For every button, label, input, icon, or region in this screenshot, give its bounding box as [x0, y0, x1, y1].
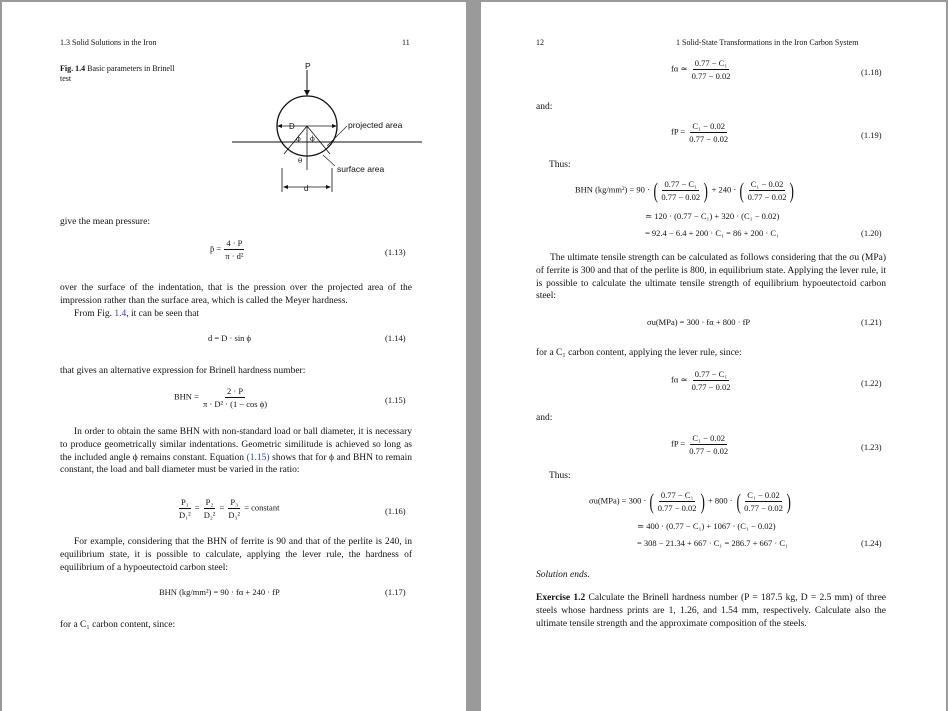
right-page [481, 2, 946, 711]
equation-number: (1.20) [861, 228, 882, 238]
equation-number: (1.22) [861, 378, 882, 388]
surface-area-leader [323, 155, 335, 166]
paragraph-mean-pressure: give the mean pressure: [60, 217, 150, 227]
load-arrowhead [304, 90, 310, 96]
load-label: P [305, 61, 311, 71]
equation-1-24-line-1: σu(MPa) = 300 · ( $\frac{\text{0.77 − C₁}}{0.77 - 0.02}$ ) + 800 · ( $\frac{\text{C₁ − 0.02}}{0.77 - 0.02}$ ) [589, 488, 791, 514]
running-header: 1.3 Solid Solutions in the Iron [60, 38, 157, 47]
equation-number: (1.21) [861, 317, 882, 327]
equation-1-18: fα ≃ $\frac{\text{0.77 − C₁}}{0.77 - 0.02}$ [671, 58, 731, 81]
paragraph-lever-rule: for a C₁ carbon content, applying the lever rule, since: [536, 348, 742, 358]
equation-number: (1.17) [385, 587, 406, 597]
text-and: and: [536, 102, 553, 112]
exercise-1-2 [536, 592, 886, 630]
running-header: 1 Solid-State Transformations in the Iron Carbon System [676, 38, 859, 47]
left-page [2, 2, 466, 711]
equation-1-13: p̄ = $\frac{4 \cdot P}{\text{π · d²}}$ [210, 238, 244, 261]
exercise-label: Exercise 1.2 [536, 593, 586, 603]
equation-1-20-line-3: = 92.4 − 6.4 + 200 · C₁ = 86 + 200 · C₁ [645, 228, 780, 238]
equation-1-20-line-2: ≃ 120 · (0.77 − C₁) + 320 · (C₁ − 0.02) [645, 211, 780, 221]
paragraph-similitude: In order to obtain the same BHN with non-standard load or ball diameter, it is necessary to produce geometrically similar indentations. Geometric similitude is achieved so long as the included angle ϕ remains constant. Equation (1.15) shows that for ϕ and BHN to remain constant, the load and ball diameter must be varied in the ratio: [60, 427, 413, 476]
indent-diameter-label: d [304, 184, 309, 193]
figure-caption-text: Basic parameters in Brinell test [60, 64, 175, 83]
paragraph-meyer-hardness: over the surface of the indentation, that is the pression over the projected area of the impression rather than the surface area, which is called the Meyer hardness. [60, 283, 412, 306]
equation-1-17: BHN (kg/mm²) = 90 · fα + 240 · fP [159, 587, 280, 597]
equation-1-20-line-1: BHN (kg/mm²) = 90 · ( $\frac{\text{0.77 − C₁}}{0.77 - 0.02}$ ) + 240 · ( $\frac{\text{C₁ − 0.02}}{0.77 - 0.02}$ ) [575, 177, 795, 203]
equation-1-23: fP = $\frac{\text{C₁ − 0.02}}{0.77 - 0.02}$ [671, 433, 729, 456]
paragraph-from-fig: From Fig. 1.4, it can be seen that [74, 309, 200, 319]
page-number: 11 [402, 38, 410, 47]
solution-ends: Solution ends. [536, 570, 590, 580]
surface-area-label: surface area [337, 164, 385, 174]
figure-caption [60, 64, 180, 84]
brinell-diagram [227, 58, 427, 196]
equation-1-14: d = D · sin ϕ [208, 333, 252, 343]
equation-1-19: fP = $\frac{\text{C₁ − 0.02}}{0.77 - 0.02}$ [671, 121, 729, 144]
figure-reference-link[interactable]: 1.4 [114, 309, 127, 319]
theta-label: θ [298, 157, 303, 165]
text-thus: Thus: [549, 160, 571, 170]
equation-1-24-line-2: ≃ 400 · (0.77 − C₁) + 1067 · (C₁ − 0.02) [637, 521, 776, 531]
paragraph-tensile-strength: The ultimate tensile strength can be calculated as follows considering that the σu (MPa) of ferrite is 300 and that of the perlite is 800, in equilibrium state. Applying the lever rule, it is possible to calculate the ultimate tensile strength of equilibrium hypoeutectoid carbon steel: [536, 253, 886, 302]
equation-number: (1.19) [861, 130, 882, 140]
equation-reference-link[interactable]: (1.15) [246, 452, 270, 463]
equation-number: (1.14) [385, 333, 406, 343]
equation-1-24-line-3: = 308 − 21.34 + 667 · C₁ = 286.7 + 667 · C₁ [637, 538, 789, 548]
projected-area-label: projected area [348, 120, 403, 130]
page-number: 12 [536, 38, 544, 47]
equation-number: (1.16) [385, 506, 406, 516]
phi-right-label: ϕ [310, 135, 315, 143]
equation-1-16: $\frac{\text{P₁}}{\text{D₁²}}$ = $\frac{\text{P₂}}{\text{D₂²}}$ = $\frac{\text{P₃}}{\text{D₃²}}$ = constant [179, 497, 280, 520]
phi-left-label: ϕ [296, 135, 301, 143]
paragraph-alternative: that gives an alternative expression for Brinell hardness number: [60, 366, 306, 376]
equation-number: (1.23) [861, 442, 882, 452]
equation-1-21: σu(MPa) = 300 · fα + 800 · fP [647, 317, 751, 327]
figure-label: Fig. 1.4 [60, 64, 86, 73]
equation-number: (1.15) [385, 395, 406, 405]
equation-number: (1.18) [861, 67, 882, 77]
equation-number: (1.24) [861, 538, 882, 548]
equation-number: (1.13) [385, 247, 406, 257]
equation-1-22: fα ≃ $\frac{\text{0.77 − C₁}}{0.77 - 0.02}$ [671, 369, 731, 392]
ball-diameter-label: D [289, 122, 295, 131]
equation-1-15: BHN = $\frac{2 \cdot P}{\text{π · D² · (1 − cos ϕ)}}$ [174, 386, 268, 409]
text-thus: Thus: [549, 471, 571, 481]
text-and: and: [536, 413, 553, 423]
paragraph-carbon-content: for a C₁ carbon content, since: [60, 620, 176, 630]
paragraph-example: For example, considering that the BHN of ferrite is 90 and that of the perlite is 240, in equilibrium state, it is possible to calculate, applying the lever rule, the hardness of equilibrium of a hypoeutectoid carbon steel: [60, 537, 412, 573]
exercise-text: Calculate the Brinell hardness number (P = 187.5 kg, D = 2.5 mm) of three steels whose hardness prints are 1, 1.26, and 1.54 mm, respectively. Calculate also the ultimate tensile strength and the approximate composition of the steels. [536, 593, 886, 629]
